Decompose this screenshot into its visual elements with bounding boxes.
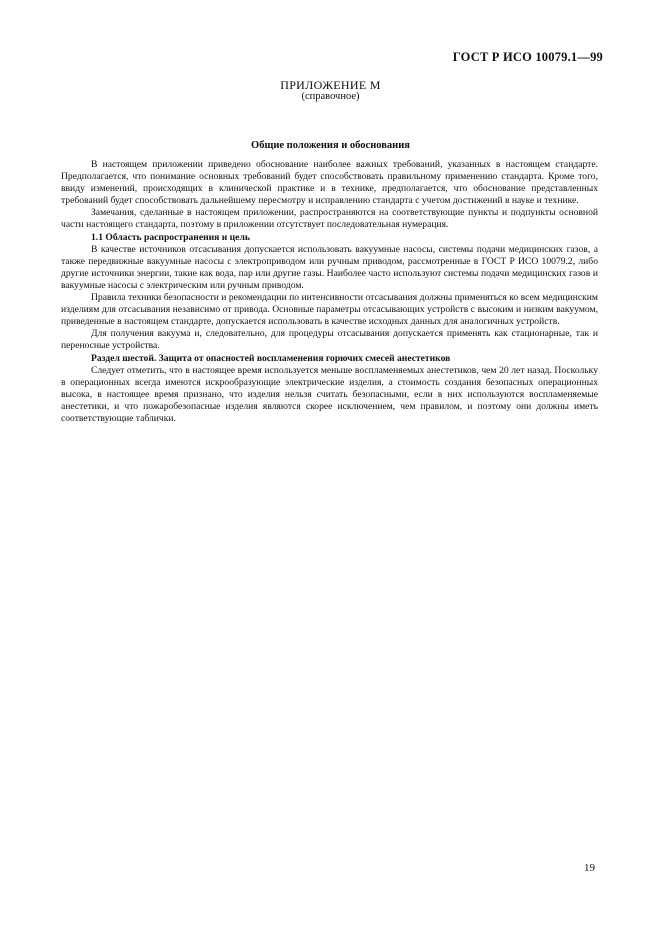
document-body xyxy=(61,159,598,425)
paragraph: Замечания, сделанные в настоящем приложении, распространяются на соответствующие пункты и подпункты основной части настоящего стандарта, поэтому в приложении отсутствует последовательная нумерация. xyxy=(61,207,598,231)
paragraph: В настоящем приложении приведено обоснование наиболее важных требований, указанных в настоящем стандарте. Предполагается, что понимание основных требований будет способствовать правильному применению стандарта. Кроме того, ввиду изменений, происходящих в клинической практике и в технике, предполагается, что обоснование представленных требований будет способствовать дальнейшему пересмотру и исправлению стандарта с учетом достижений в науке и технике. xyxy=(61,159,598,207)
page-number: 19 xyxy=(584,862,595,874)
paragraph: В качестве источников отсасывания допускается использовать вакуумные насосы, системы подачи медицинских газов, а также передвижные вакуумные насосы с электроприводом или ручным приводом, рассмотренные в ГОСТ Р ИСО 10079.2, либо другие источники энергии, такие как вода, пар или другие газы. Наиболее часто используют системы подачи медицинских газов и вакуумные насосы с электрическим или ручным приводом. xyxy=(61,243,598,291)
paragraph: Следует отметить, что в настоящее время используется меньше воспламеняемых анестетиков, чем 20 лет назад. Поскольку в операционных всегда имеются искрообразующие электрические изделия, а стоимость создания безопасных операционных высока, в настоящее время признано, что изделия нельзя считать безопасными, если в них используются воспламеняемые анестетики, и что пожаробезопасные изделия являются скорее исключением, чем правилом, и поэтому они должны иметь соответствующие таблички. xyxy=(61,364,598,424)
paragraph: Правила техники безопасности и рекомендации по интенсивности отсасывания должны применяться ко всем медицинским изделиям для отсасывания независимо от привода. Основные параметры отсасывающих устройств с высоким и низким вакуумом, приведенные в настоящем стандарте, допускается использовать в качестве исходных данных для аналогичных устройств. xyxy=(61,292,598,328)
subsection-heading: Раздел шестой. Защита от опасностей воспламенения горючих смесей анестетиков xyxy=(91,352,451,364)
paragraph: Для получения вакуума и, следовательно, для процедуры отсасывания допускается применять как стационарные, так и переносные устройства. xyxy=(61,328,598,352)
appendix-subtitle: (справочное) xyxy=(301,91,360,102)
section-title: Общие положения и обоснования xyxy=(251,140,410,151)
appendix-title: ПРИЛОЖЕНИЕ М xyxy=(280,78,381,92)
document-code-header: ГОСТ Р ИСО 10079.1—99 xyxy=(452,50,603,64)
subsection-heading: 1.1 Область распространения и цель xyxy=(91,231,250,243)
